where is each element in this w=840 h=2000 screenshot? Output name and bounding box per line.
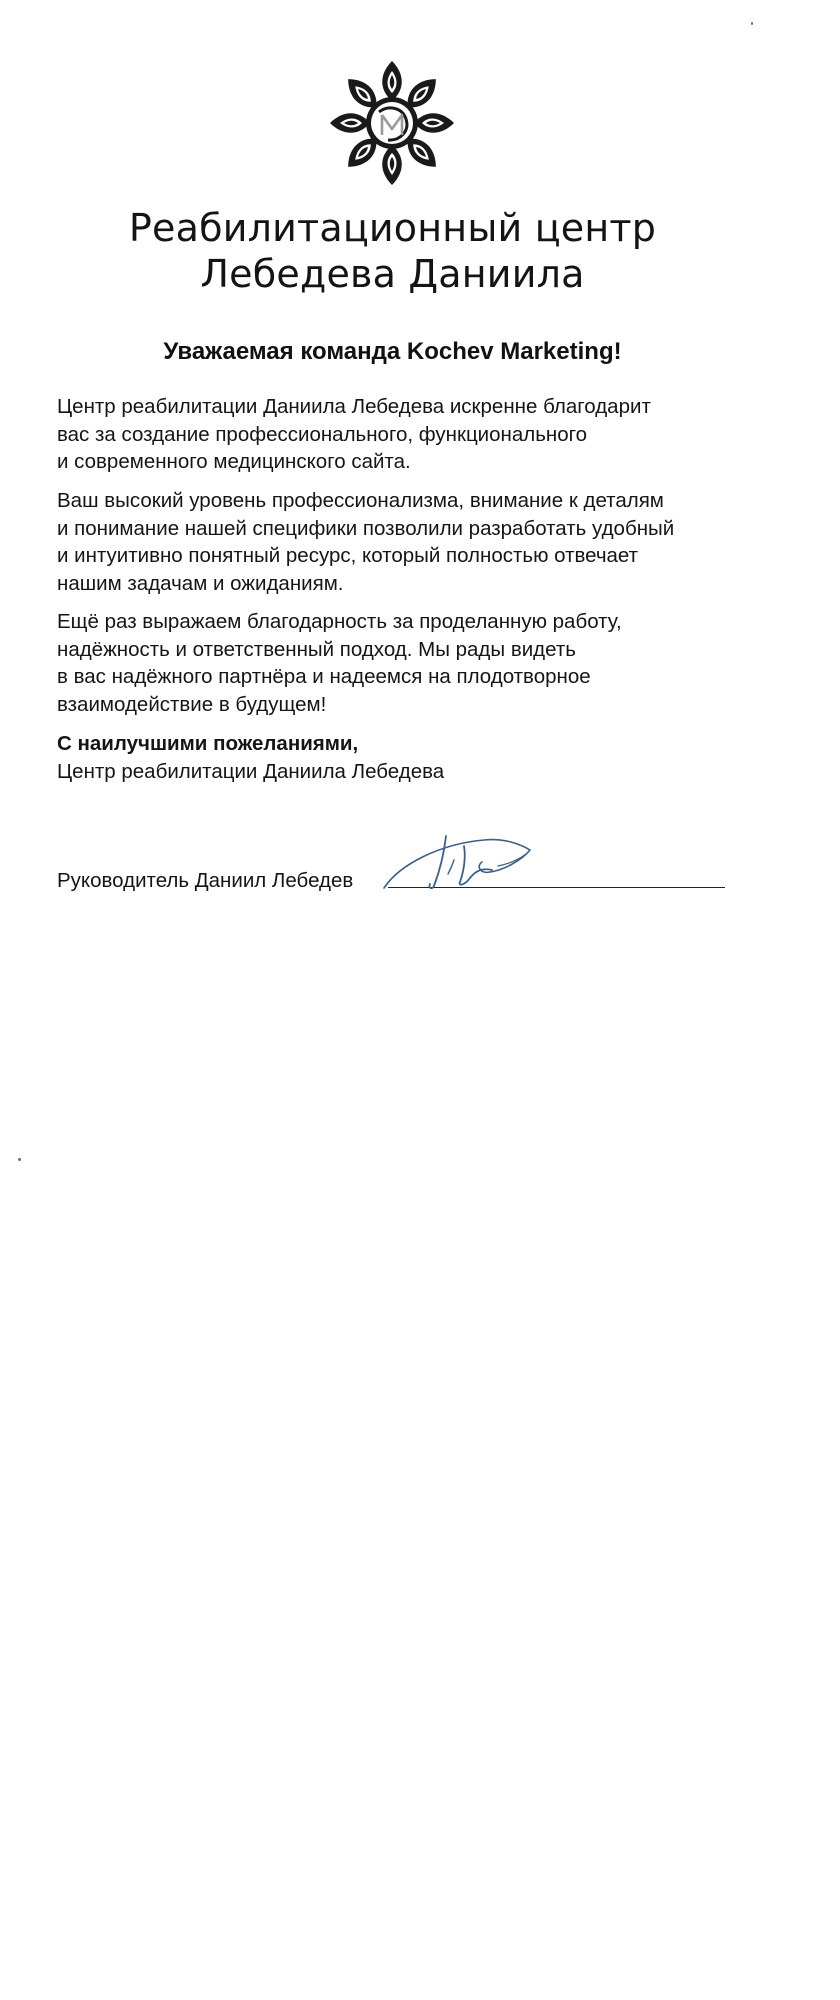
paragraph-line: надёжность и ответственный подход. Мы рады видеть: [57, 637, 576, 661]
paragraph-line: и понимание нашей специфики позволили разработать удобный: [57, 516, 675, 540]
letter-paragraph-3: [57, 608, 757, 718]
signatory-name: Руководитель Даниил Лебедев: [57, 869, 354, 892]
paragraph-line: взаимодействие в будущем!: [57, 692, 327, 716]
scan-speck: [18, 1158, 21, 1161]
mandala-flower-logo-icon: [327, 58, 457, 188]
paragraph-line: вас за создание профессионального, функционального: [57, 422, 588, 446]
org-name-line2: Лебедева Даниила: [200, 252, 585, 296]
letter-paragraph-1: [57, 393, 757, 476]
paragraph-line: Ещё раз выражаем благодарность за проделанную работу,: [57, 610, 622, 633]
paragraph-line: и интуитивно понятный ресурс, который полностью отвечает: [57, 544, 639, 567]
paragraph-line: Центр реабилитации Даниила Лебедева искренне благодарит: [57, 395, 651, 418]
closing-regards: С наилучшими пожеланиями,: [57, 732, 359, 755]
letter-closing: [57, 730, 444, 786]
paragraph-line: и современного медицинского сайта.: [57, 450, 411, 473]
paragraph-line: нашим задачам и ожиданиям.: [57, 571, 344, 595]
closing-sender: Центр реабилитации Даниила Лебедева: [57, 760, 445, 783]
paragraph-line: в вас надёжного партнёра и надеемся на плодотворное: [57, 665, 591, 688]
org-name-line1: Реабилитационный центр: [128, 206, 657, 250]
paragraph-line: Ваш высокий уровень профессионализма, внимание к деталям: [57, 489, 664, 512]
letter-paragraph-2: [57, 487, 757, 597]
handwritten-signature-icon: [380, 826, 540, 898]
scan-speck: [751, 22, 753, 25]
letter-greeting: Уважаемая команда Kochev Marketing!: [163, 338, 622, 365]
